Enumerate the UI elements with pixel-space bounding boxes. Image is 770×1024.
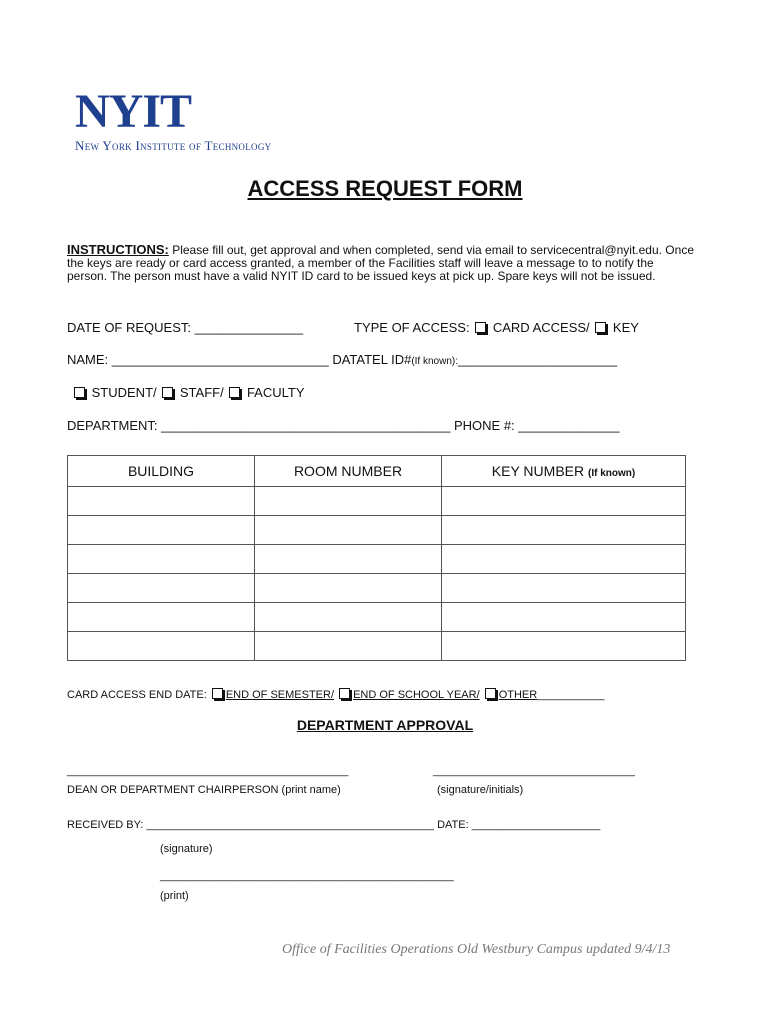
name-field[interactable]: ______________________________ xyxy=(111,352,329,367)
print-name-line[interactable]: ________________________________________________ xyxy=(160,870,454,882)
logo-subtitle: New York Institute of Technology xyxy=(75,138,272,153)
nyit-logo: NYIT xyxy=(75,85,192,138)
dean-signature-line[interactable]: ______________________________________________ xyxy=(67,765,349,777)
datatel-id-label: DATATEL ID# xyxy=(332,352,412,367)
key-number-header: KEY NUMBER (If known) xyxy=(442,456,686,487)
phone-field[interactable]: ______________ xyxy=(518,418,620,433)
key-cell[interactable] xyxy=(442,603,686,632)
key-cell[interactable] xyxy=(442,516,686,545)
date-of-request-row xyxy=(67,320,303,335)
datatel-if-known: (If known): xyxy=(411,356,458,367)
building-header: BUILDING xyxy=(68,456,255,487)
room-cell[interactable] xyxy=(255,487,442,516)
dean-chairperson-label: DEAN OR DEPARTMENT CHAIRPERSON (print name) xyxy=(67,784,341,796)
end-semester-label: END OF SEMESTER/ xyxy=(225,689,335,701)
department-label: DEPARTMENT: xyxy=(67,418,158,433)
building-cell[interactable] xyxy=(68,603,255,632)
key-number-note: (If known) xyxy=(588,468,636,479)
card-end-label: CARD ACCESS END DATE: xyxy=(67,689,207,701)
name-row xyxy=(67,352,617,367)
instructions-text: Please fill out, get approval and when completed, send via email to servicecentral@nyit.edu. Once the keys are ready or card access granted, a member of the Facilities staff will leave a message to to notify the person. The person must have a valid NYIT ID card to be issued keys at pick up. Spare keys will not be issued. xyxy=(67,243,694,283)
faculty-checkbox[interactable] xyxy=(229,387,240,398)
staff-label: STAFF/ xyxy=(179,385,224,400)
received-by-field[interactable]: _______________________________________________ xyxy=(146,819,435,831)
date-of-request-label: DATE OF REQUEST: xyxy=(67,320,191,335)
form-title: ACCESS REQUEST FORM xyxy=(247,176,523,201)
type-of-access-label: TYPE OF ACCESS: xyxy=(354,320,470,335)
key-cell[interactable] xyxy=(442,545,686,574)
building-cell[interactable] xyxy=(68,516,255,545)
phone-label: PHONE #: xyxy=(453,418,515,433)
table-row xyxy=(68,632,686,661)
signature-label: (signature) xyxy=(160,843,213,855)
key-cell[interactable] xyxy=(442,487,686,516)
footer-note: Office of Facilities Operations Old Westbury Campus updated 9/4/13 xyxy=(282,942,671,957)
instructions-label: INSTRUCTIONS: xyxy=(67,242,169,257)
received-by-label: RECEIVED BY: xyxy=(67,819,144,831)
received-by-row xyxy=(67,819,600,831)
other-label: OTHER xyxy=(498,689,538,701)
building-cell[interactable] xyxy=(68,487,255,516)
datatel-id-field[interactable]: ______________________ xyxy=(458,352,618,367)
end-school-year-label: END OF SCHOOL YEAR/ xyxy=(353,689,480,701)
card-access-label: CARD ACCESS/ xyxy=(492,320,590,335)
signature-initials-label: (signature/initials) xyxy=(437,784,524,796)
other-checkbox[interactable] xyxy=(485,688,496,699)
room-cell[interactable] xyxy=(255,574,442,603)
room-number-header: ROOM NUMBER xyxy=(255,456,442,487)
role-row xyxy=(72,385,305,400)
type-of-access-row xyxy=(354,320,639,335)
print-label: (print) xyxy=(160,890,189,902)
department-approval-heading: DEPARTMENT APPROVAL xyxy=(296,717,474,733)
key-cell[interactable] xyxy=(442,632,686,661)
instructions xyxy=(67,243,697,283)
room-cell[interactable] xyxy=(255,632,442,661)
table-row xyxy=(68,516,686,545)
department-row xyxy=(67,418,620,433)
signature-initials-line[interactable]: _________________________________ xyxy=(433,765,635,777)
date-of-request-field[interactable]: _______________ xyxy=(194,320,304,335)
received-date-label: DATE: xyxy=(437,819,469,831)
table-row xyxy=(68,574,686,603)
received-date-field[interactable]: _____________________ xyxy=(471,819,601,831)
table-row xyxy=(68,545,686,574)
key-cell[interactable] xyxy=(442,574,686,603)
name-label: NAME: xyxy=(67,352,109,367)
keys-table xyxy=(67,455,686,661)
student-label: STUDENT/ xyxy=(91,385,157,400)
end-school-year-checkbox[interactable] xyxy=(339,688,350,699)
other-field[interactable]: ___________ xyxy=(537,689,605,701)
end-semester-checkbox[interactable] xyxy=(212,688,223,699)
card-access-checkbox[interactable] xyxy=(475,322,486,333)
card-end-row xyxy=(67,688,604,701)
student-checkbox[interactable] xyxy=(74,387,85,398)
department-field[interactable]: ________________________________________ xyxy=(161,418,451,433)
key-checkbox[interactable] xyxy=(595,322,606,333)
table-header-row xyxy=(68,456,686,487)
key-label: KEY xyxy=(612,320,639,335)
table-row xyxy=(68,487,686,516)
building-cell[interactable] xyxy=(68,545,255,574)
room-cell[interactable] xyxy=(255,516,442,545)
room-cell[interactable] xyxy=(255,603,442,632)
building-cell[interactable] xyxy=(68,632,255,661)
table-row xyxy=(68,603,686,632)
room-cell[interactable] xyxy=(255,545,442,574)
building-cell[interactable] xyxy=(68,574,255,603)
staff-checkbox[interactable] xyxy=(162,387,173,398)
faculty-label: FACULTY xyxy=(246,385,305,400)
